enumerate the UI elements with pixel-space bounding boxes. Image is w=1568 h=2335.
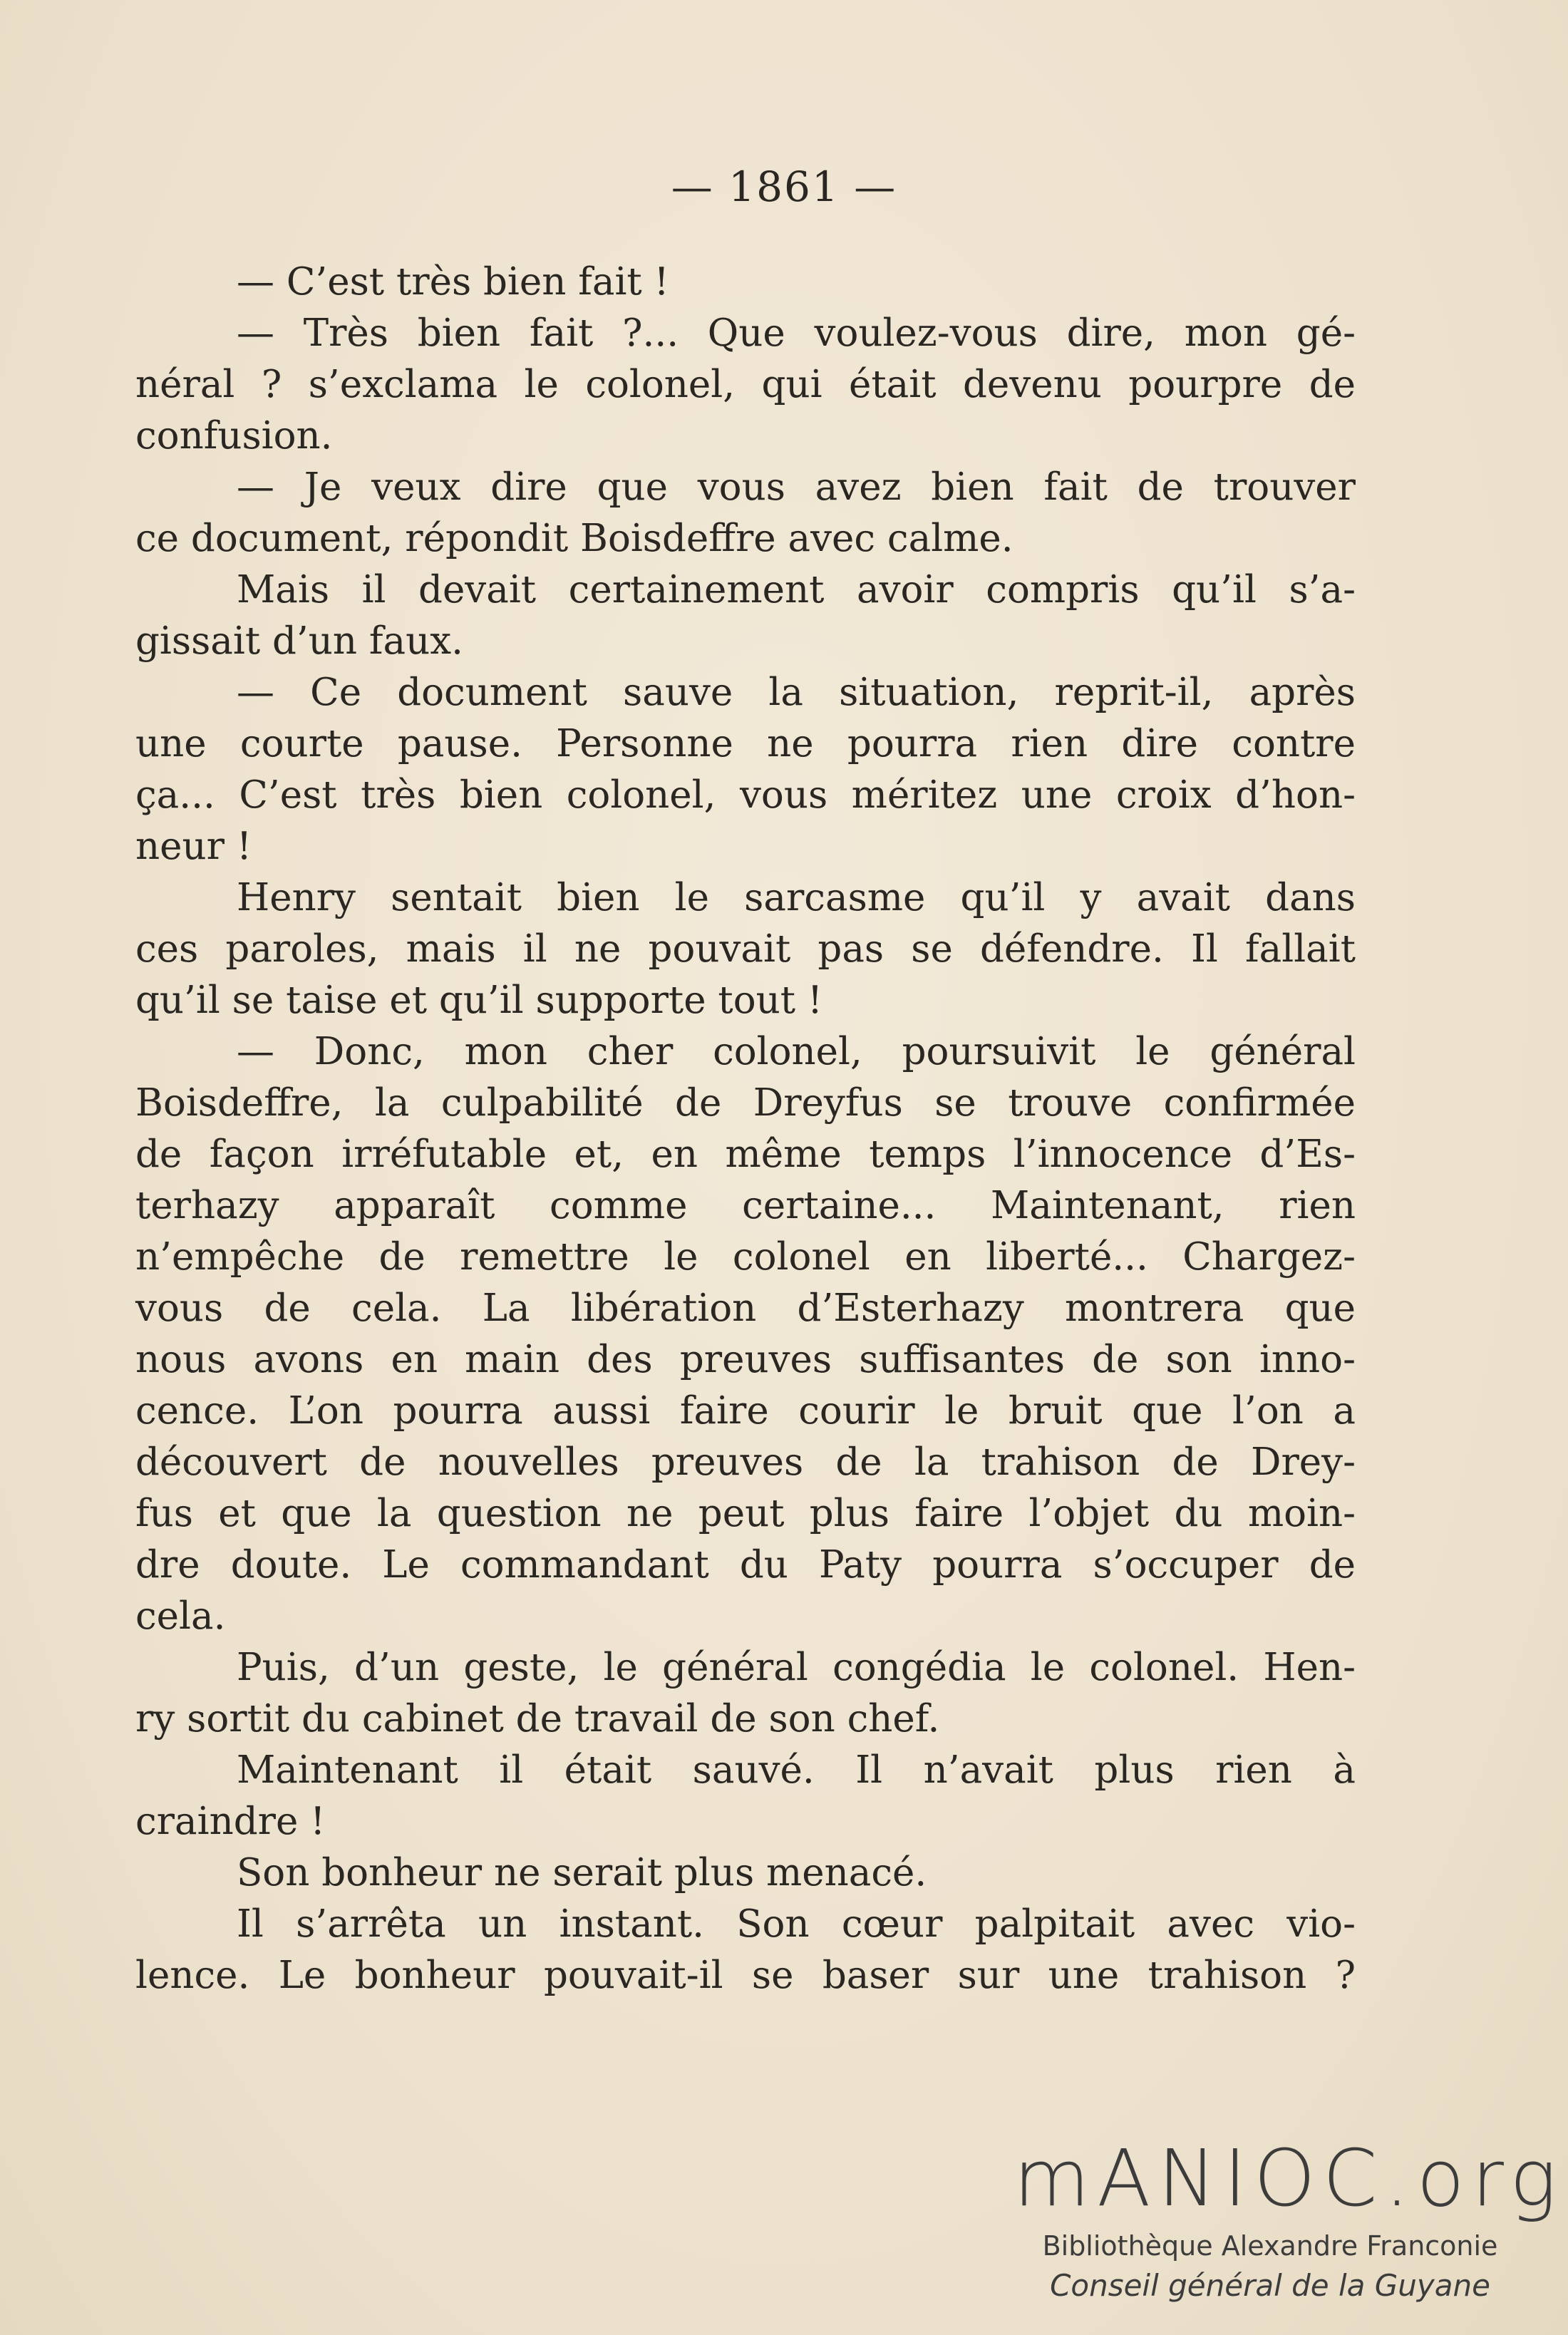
- text-line: découvert de nouvelles preuves de la trahison de Drey-: [135, 1440, 1356, 1484]
- text-line: — Très bien fait ?... Que voulez-vous dire, mon gé-: [237, 311, 1356, 355]
- text-line: ry sortit du cabinet de travail de son chef.: [135, 1697, 940, 1741]
- text-line: lence. Le bonheur pouvait-il se baser sur une trahison ?: [135, 1954, 1356, 1997]
- text-line: vous de cela. La libération d’Esterhazy montrera que: [135, 1287, 1356, 1330]
- text-line: — C’est très bien fait !: [237, 260, 669, 304]
- text-line: néral ? s’exclama le colonel, qui était devenu pourpre de: [135, 363, 1356, 406]
- text-line: Il s’arrêta un instant. Son cœur palpitait avec vio-: [237, 1902, 1356, 1946]
- text-line: ça... C’est très bien colonel, vous méritez une croix d’hon-: [135, 773, 1356, 817]
- text-line: — Donc, mon cher colonel, poursuivit le général: [237, 1030, 1356, 1073]
- text-line: Boisdeffre, la culpabilité de Dreyfus se trouve confirmée: [135, 1081, 1356, 1125]
- text-line: une courte pause. Personne ne pourra rien dire contre: [135, 722, 1356, 766]
- library-name: Bibliothèque Alexandre Franconie: [1042, 2230, 1498, 2262]
- council-name: Conseil général de la Guyane: [1050, 2268, 1490, 2303]
- text-line: cela.: [135, 1594, 226, 1638]
- text-line: ces paroles, mais il ne pouvait pas se défendre. Il fallait: [135, 927, 1356, 971]
- text-line: Henry sentait bien le sarcasme qu’il y avait dans: [237, 876, 1356, 919]
- text-line: Mais il devait certainement avoir compris qu’il s’a-: [237, 568, 1356, 612]
- text-line: neur !: [135, 825, 252, 868]
- text-line: terhazy apparaît comme certaine... Maintenant, rien: [135, 1184, 1356, 1227]
- text-line: — Ce document sauve la situation, reprit-il, après: [237, 671, 1356, 714]
- body-text: [135, 257, 1356, 2001]
- text-line: craindre !: [135, 1800, 326, 1843]
- text-line: fus et que la question ne peut plus faire l’objet du moin-: [135, 1492, 1356, 1535]
- text-line: de façon irréfutable et, en même temps l’innocence d’Es-: [135, 1133, 1356, 1176]
- text-line: nous avons en main des preuves suffisantes de son inno-: [135, 1338, 1356, 1381]
- text-line: ce document, répondit Boisdeffre avec calme.: [135, 517, 1013, 560]
- text-line: qu’il se taise et qu’il supporte tout !: [135, 979, 823, 1022]
- text-line: gissait d’un faux.: [135, 619, 463, 663]
- text-line: cence. L’on pourra aussi faire courir le bruit que l’on a: [135, 1389, 1356, 1433]
- text-line: n’empêche de remettre le colonel en liberté... Chargez-: [135, 1235, 1356, 1279]
- text-line: Maintenant il était sauvé. Il n’avait plus rien à: [237, 1748, 1356, 1792]
- manioc-watermark: [1013, 2133, 1564, 2306]
- text-line: — Je veux dire que vous avez bien fait de trouver: [237, 465, 1356, 509]
- text-line: dre doute. Le commandant du Paty pourra s’occuper de: [135, 1543, 1356, 1587]
- text-line: confusion.: [135, 414, 333, 458]
- page-number: — 1861 —: [671, 163, 897, 211]
- text-line: Puis, d’un geste, le général congédia le colonel. Hen-: [237, 1646, 1356, 1689]
- text-line: Son bonheur ne serait plus menacé.: [237, 1851, 927, 1895]
- manioc-logo: mANIOC.org: [1013, 2133, 1564, 2224]
